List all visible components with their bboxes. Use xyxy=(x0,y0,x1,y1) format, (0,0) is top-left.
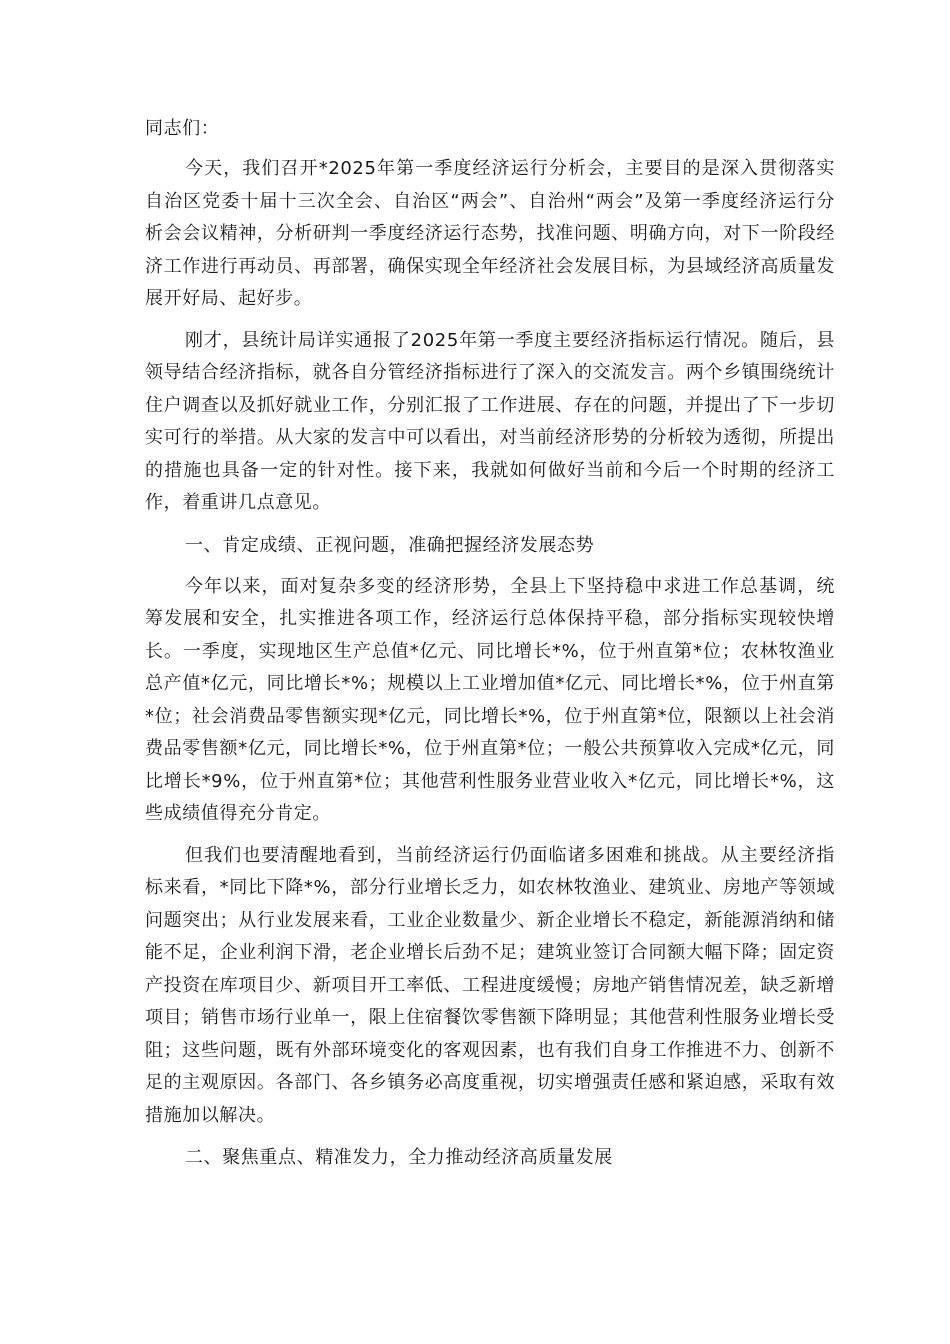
section-heading-1: 一、肯定成绩、正视问题，准确把握经济发展态势 xyxy=(185,534,595,556)
document-body xyxy=(145,112,835,1183)
salutation: 同志们： xyxy=(145,118,220,139)
opening-paragraph: 今天，我们召开*2025年第一季度经济运行分析会，主要目的是深入贯彻落实自治区党委十届十三次全会、自治区“两会”、自治州“两会”及第一季度经济运行分析会会议精神，分析研判一季度经济运行态势，找准问题、明确方向，对下一阶段经济工作进行再动员、再部署，确保实现全年经济社会发展目标，为县域经济高质量发展开好局、起好步。 xyxy=(145,158,835,309)
summary-paragraph: 刚才，县统计局详实通报了2025年第一季度主要经济指标运行情况。随后，县领导结合经济指标，就各自分管经济指标进行了深入的交流发言。两个乡镇围绕统计住户调查以及抓好就业工作，分别汇报了工作进展、存在的问题，并提出了下一步切实可行的举措。从大家的发言中可以看出，对当前经济形势的分析较为透彻，所提出的措施也具备一定的针对性。接下来，我就如何做好当前和今后一个时期的经济工作，着重讲几点意见。 xyxy=(145,329,835,513)
section-heading-2: 二、聚焦重点、精准发力，全力推动经济高质量发展 xyxy=(185,1147,613,1168)
achievements-paragraph: 今年以来，面对复杂多变的经济形势，全县上下坚持稳中求进工作总基调，统筹发展和安全，扎实推进各项工作，经济运行总体保持平稳，部分指标实现较快增长。一季度，实现地区生产总值*亿元、同比增长*%，位于州直第*位；农林牧渔业总产值*亿元，同比增长*%；规模以上工业增加值*亿元、同比增长*%，位于州直第*位；社会消费品零售额实现*亿元，同比增长*%，位于州直第*位，限额以上社会消费品零售额*亿元，同比增长*%，位于州直第*位；一般公共预算收入完成*亿元，同比增长*9%，位于州直第*位；其他营利性服务业营业收入*亿元，同比增长*%，这些成绩值得充分肯定。 xyxy=(145,575,835,824)
challenges-paragraph: 但我们也要清醒地看到，当前经济运行仍面临诸多困难和挑战。从主要经济指标来看，*同比下降*%，部分行业增长乏力，如农林牧渔业、建筑业、房地产等领域问题突出；从行业发展来看，工业企业数量少、新企业增长不稳定，新能源消纳和储能不足，企业利润下滑，老企业增长后劲不足；建筑业签订合同额大幅下降；固定资产投资在库项目少、新项目开工率低、工程进度缓慢；房地产销售情况差，缺乏新增项目；销售市场行业单一，限上住宿餐饮零售额下降明显；其他营利性服务业增长受阻；这些问题，既有外部环境变化的客观因素，也有我们自身工作推进不力、创新不足的主观原因。各部门、各乡镇务必高度重视，切实增强责任感和紧迫感，采取有效措施加以解决。 xyxy=(145,844,835,1126)
